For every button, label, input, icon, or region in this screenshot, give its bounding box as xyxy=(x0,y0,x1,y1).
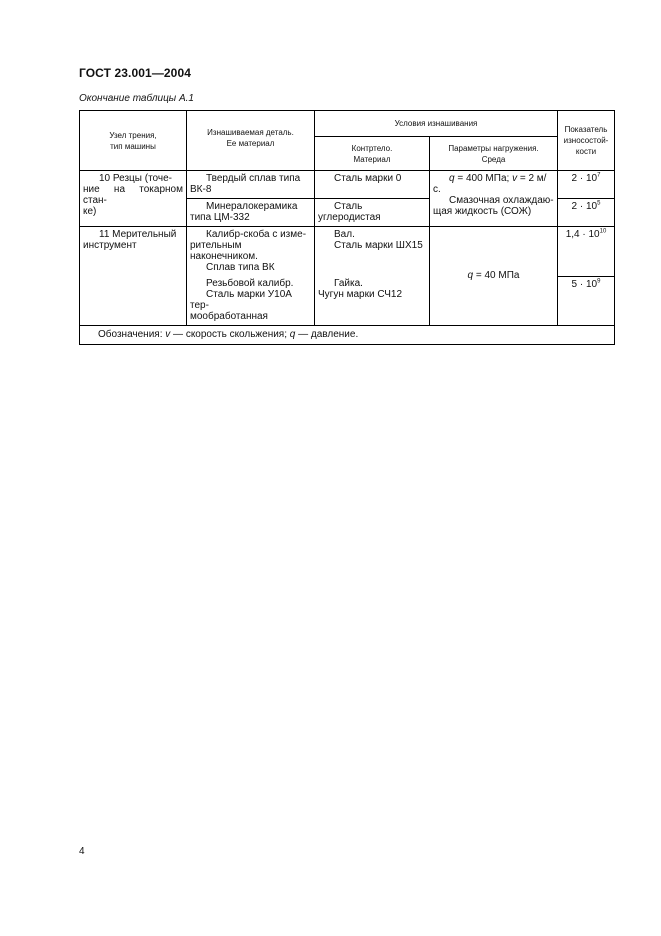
cell-line: Сталь марки У10А тер- xyxy=(190,289,292,311)
header-worn-part xyxy=(187,111,315,171)
notes-text: — скорость скольжения; xyxy=(170,329,290,340)
table-row xyxy=(80,227,615,277)
cell-line: типа ЦМ-332 xyxy=(190,212,250,223)
header-wear-resistance xyxy=(558,111,615,171)
header-line: Узел трения, xyxy=(109,130,157,140)
cell-line: Сталь марки 0 xyxy=(334,173,402,184)
header-load-params xyxy=(430,137,558,171)
cell-line: Сталь углеродистая xyxy=(318,201,381,223)
wear-resistance-cell xyxy=(558,199,615,227)
table-row xyxy=(80,171,615,199)
value-base: 5 · 10 xyxy=(571,278,598,290)
counterbody-cell xyxy=(315,227,430,277)
param-text: = 400 МПа; xyxy=(457,173,513,184)
header-line: Контртело. xyxy=(351,143,393,153)
cell-line: щая жидкость (СОЖ) xyxy=(433,206,532,217)
cell-line: Сталь марки ШХ15 xyxy=(334,240,423,251)
cell-line: Резьбовой калибр. xyxy=(206,278,294,289)
symbol-q: q xyxy=(467,270,474,281)
notes-text: Обозначения: xyxy=(98,329,166,340)
cell-line: Сплав типа ВК xyxy=(206,262,275,273)
notes-cell xyxy=(80,326,615,345)
header-line: тип машины xyxy=(110,141,156,151)
wear-resistance-cell xyxy=(558,171,615,199)
cell-line: Чугун марки СЧ12 xyxy=(318,289,403,300)
counterbody-cell xyxy=(315,171,430,199)
wear-resistance-cell xyxy=(558,227,615,277)
header-line: Материал xyxy=(353,154,391,164)
header-line: Изнашиваемая деталь. xyxy=(207,128,294,137)
cell-line: ние на токарном стан- xyxy=(83,184,183,206)
header-line: Ее материал xyxy=(226,139,275,148)
load-params-cell xyxy=(430,227,558,326)
param-text: = 2 м/с. xyxy=(433,173,547,195)
symbol-v: v xyxy=(512,173,518,184)
header-line: Параметры нагружения. xyxy=(448,143,539,153)
cell-line: 10 Резцы (точе- xyxy=(99,173,172,184)
value-exponent: 7 xyxy=(597,172,601,179)
notes-text: — давление. xyxy=(295,329,359,340)
cell-line: ВК-8 xyxy=(190,184,212,195)
value-exponent: 9 xyxy=(597,278,601,285)
worn-part-cell xyxy=(187,276,315,326)
cell-line: Твердый сплав типа xyxy=(206,173,301,184)
value-base: 1,4 · 10 xyxy=(565,229,600,240)
wear-resistance-table xyxy=(79,110,615,345)
friction-unit-cell xyxy=(80,171,187,227)
worn-part-cell xyxy=(187,227,315,277)
cell-line: Смазочная охлаждаю- xyxy=(449,195,554,206)
worn-part-cell xyxy=(187,171,315,199)
value-exponent: 10 xyxy=(599,228,607,235)
header-counterbody xyxy=(315,137,430,171)
cell-line: инструмент xyxy=(83,240,137,251)
header-wear-conditions: Условия изнашивания xyxy=(315,111,558,137)
header-line: Показатель xyxy=(564,125,608,134)
symbol-q: q xyxy=(289,329,296,340)
cell-line xyxy=(433,173,554,195)
load-params-cell xyxy=(430,171,558,227)
header-line: кости xyxy=(575,147,597,156)
header-line: Среда xyxy=(481,154,506,164)
cell-line: Гайка. xyxy=(334,278,363,289)
counterbody-cell xyxy=(315,276,430,326)
counterbody-cell xyxy=(315,199,430,227)
header-friction-unit xyxy=(80,111,187,171)
cell-line: ке) xyxy=(83,206,97,217)
cell-line: Вал. xyxy=(334,229,355,240)
value-base: 2 · 10 xyxy=(571,201,598,212)
cell-line: Калибр-скоба с изме- xyxy=(206,229,307,240)
table-header-row xyxy=(80,111,615,137)
table-notes-row xyxy=(80,326,615,345)
cell-line: Минералокерамика xyxy=(206,201,298,212)
cell-line: 11 Мерительный xyxy=(99,229,177,240)
page-number: 4 xyxy=(79,846,85,857)
cell-line: рительным наконечником. xyxy=(190,240,258,262)
param-text: = 40 МПа xyxy=(475,270,520,281)
table-caption: Окончание таблицы А.1 xyxy=(79,93,194,104)
header-line: износостой- xyxy=(563,136,609,145)
symbol-q: q xyxy=(449,173,455,184)
cell-line: мообработанная xyxy=(190,311,268,322)
value-exponent: 5 xyxy=(597,200,601,207)
worn-part-cell xyxy=(187,199,315,227)
value-base: 2 · 10 xyxy=(571,173,598,184)
friction-unit-cell xyxy=(80,227,187,326)
symbol-v: v xyxy=(165,329,171,340)
wear-resistance-cell xyxy=(558,276,615,326)
document-title: ГОСТ 23.001—2004 xyxy=(79,66,192,80)
